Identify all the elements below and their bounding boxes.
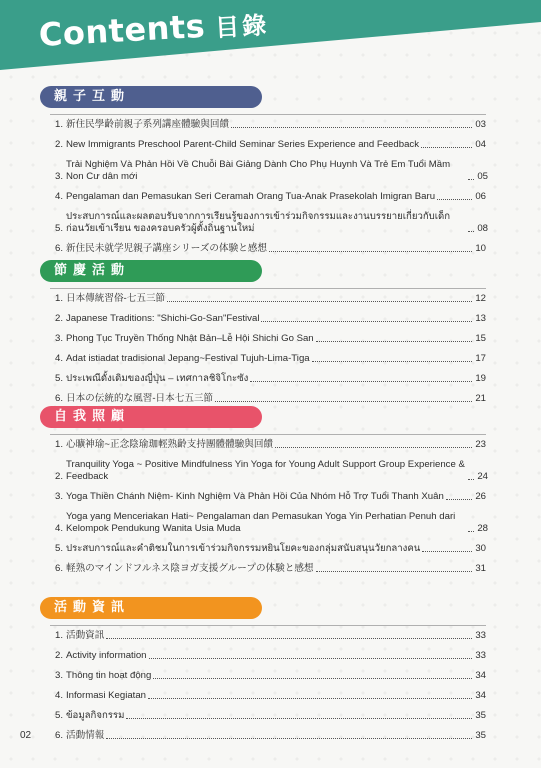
toc-entry[interactable] [40,670,486,682]
entry-page: 04 [475,139,486,150]
entry-page: 31 [475,563,486,574]
entry-page: 06 [475,191,486,202]
entry-number: 6. [55,393,64,404]
entry-page: 15 [475,333,486,344]
dot-leader [106,638,472,639]
entry-page: 17 [475,353,486,364]
entry-title: ประสบการณ์และผลตอบรับจากการเรียนรู้ของการเข้าร่วมกิจกรรมและงานบรรยายเกี่ยวกับเด็กก่อนวัยเข้าเรียน ของครอบครัวผู้ตั้งถิ่นฐานใหม่ [66,211,451,234]
dot-leader [275,447,472,448]
section-heading: 節慶活動 [40,260,262,282]
entry-title: Adat istiadat tradisional Jepang~Festival Tujuh-Lima-Tiga [66,353,310,364]
entry-title: Thông tin hoạt động [66,670,152,681]
entry-page: 34 [475,670,486,681]
toc-entry[interactable] [40,159,486,183]
dot-leader [468,231,474,232]
toc-entry[interactable] [40,459,486,483]
toc-entry[interactable] [40,139,486,151]
entry-page: 10 [475,243,486,254]
toc-entry[interactable] [40,690,486,702]
entry-title: 活動資訊 [66,630,105,641]
entry-page: 12 [475,293,486,304]
dot-leader [468,179,474,180]
dot-leader [106,738,472,739]
dot-leader [422,551,472,552]
entry-title: Informasi Kegiatan [66,690,146,701]
entry-page: 21 [475,393,486,404]
entry-page: 23 [475,439,486,450]
entry-page: 28 [477,523,488,534]
entry-number: 2. [55,650,64,661]
toc-entry[interactable] [40,243,486,255]
toc-entry[interactable] [40,293,486,305]
entry-number: 1. [55,293,64,304]
entry-title: ประเพณีดั้งเดิมของญี่ปุ่น – เทศกาลชิจิโกะซัง [66,373,249,384]
toc-entry[interactable] [40,119,486,131]
dot-leader [153,678,472,679]
toc-entry[interactable] [40,439,486,451]
dot-leader [231,127,472,128]
entry-number: 4. [55,191,64,202]
entry-number: 2. [55,471,64,482]
entry-title: 新住民學齡前親子系列講座體驗與回饋 [66,119,230,130]
section-activity [40,597,486,750]
toc-entry[interactable] [40,563,486,575]
page-title-en: Contents [37,6,207,54]
entry-page: 03 [475,119,486,130]
entry-number: 3. [55,670,64,681]
entry-title: 活動情報 [66,730,105,741]
dot-leader [312,361,472,362]
entry-page: 26 [475,491,486,502]
entry-number: 5. [55,373,64,384]
dot-leader [167,301,472,302]
entry-number: 2. [55,139,64,150]
entry-number: 5. [55,710,64,721]
toc-entry[interactable] [40,353,486,365]
entry-number: 4. [55,353,64,364]
dot-leader [261,321,472,322]
entry-title: Pengalaman dan Pemasukan Seri Ceramah Orang Tua-Anak Prasekolah Imigran Baru [66,191,436,202]
entry-page: 35 [475,710,486,721]
entry-number: 6. [55,730,64,741]
section-parent-child [40,86,486,263]
entry-page: 05 [477,171,488,182]
toc-entry[interactable] [40,650,486,662]
section-divider [50,114,486,115]
toc-entry[interactable] [40,630,486,642]
entry-number: 3. [55,171,64,182]
dot-leader [149,658,472,659]
entry-title: 日本傳統習俗-七五三節 [66,293,166,304]
entry-number: 5. [55,223,64,234]
section-self-care [40,406,486,583]
entry-title: ข้อมูลกิจกรรม [66,710,125,721]
dot-leader [250,381,472,382]
section-festival [40,260,486,413]
page-title-zh: 目錄 [214,11,270,43]
entry-title: 心曠神瑜~正念陰瑜珈輕熟齡支持團體體驗與回饋 [66,439,274,450]
dot-leader [437,199,472,200]
dot-leader [468,479,474,480]
entry-page: 33 [475,630,486,641]
toc-entry[interactable] [40,313,486,325]
entry-number: 1. [55,119,64,130]
entry-title: 軽熟のマインドフルネス陰ヨガ支援グループの体験と感想 [66,563,314,574]
entry-number: 4. [55,523,64,534]
entry-number: 6. [55,243,64,254]
entry-number: 1. [55,630,64,641]
entry-page: 34 [475,690,486,701]
entry-title: Activity information [66,650,147,661]
dot-leader [421,147,472,148]
entry-title: Japanese Traditions: "Shichi-Go-San"Festival [66,313,260,324]
toc-entry[interactable] [40,710,486,722]
entry-title: Tranquility Yoga ~ Positive Mindfulness Yin Yoga for Young Adult Support Group Experience & Feedback [66,459,465,482]
section-divider [50,625,486,626]
entry-page: 30 [475,543,486,554]
page-number: 02 [20,730,32,741]
entry-page: 33 [475,650,486,661]
entry-title: Phong Tục Truyền Thống Nhật Bản–Lễ Hội Shichi Go San [66,333,314,344]
entry-title: Trải Nghiệm Và Phản Hồi Về Chuỗi Bài Giảng Dành Cho Phụ Huynh Và Trẻ Em Tuổi Mầm Non Cư dân mới [66,159,451,182]
entry-title: 日本の伝統的な風習-日本七五三節 [66,393,214,404]
entry-title: Yoga Thiền Chánh Niệm- Kinh Nghiệm Và Phản Hồi Của Nhóm Hỗ Trợ Tuổi Thanh Xuân [66,491,444,502]
dot-leader [126,718,472,719]
entry-number: 2. [55,313,64,324]
toc-entry[interactable] [40,393,486,405]
entry-page: 24 [477,471,488,482]
section-heading: 自我照顧 [40,406,262,428]
dot-leader [316,571,472,572]
dot-leader [468,531,474,532]
entry-title: Yoga yang Menceriakan Hati~ Pengalaman dan Pemasukan Yoga Yin Perhatian Penuh dari Kelompok Pendukung Wanita Usia Muda [66,511,456,534]
entry-number: 4. [55,690,64,701]
section-heading: 親子互動 [40,86,262,108]
entry-title: 新住民未就学児親子講座シリーズの体験と感想 [66,243,267,254]
entry-title: ประสบการณ์และคำติชมในการเข้าร่วมกิจกรรมหยินโยคะของกลุ่มสนับสนุนวัยกลางคน [66,543,421,554]
entry-page: 13 [475,313,486,324]
dot-leader [269,251,472,252]
toc-entry[interactable] [40,191,486,203]
toc-entry[interactable] [40,373,486,385]
toc-entry[interactable] [40,543,486,555]
toc-entry[interactable] [40,511,486,535]
toc-entry[interactable] [40,730,486,742]
dot-leader [316,341,472,342]
entry-number: 3. [55,333,64,344]
entry-page: 19 [475,373,486,384]
dot-leader [215,401,472,402]
entry-number: 6. [55,563,64,574]
section-divider [50,434,486,435]
entry-number: 5. [55,543,64,554]
dot-leader [148,698,472,699]
toc-entry[interactable] [40,211,486,235]
section-heading: 活動資訊 [40,597,262,619]
toc-entry[interactable] [40,491,486,503]
dot-leader [446,499,472,500]
entry-page: 35 [475,730,486,741]
entry-title: New Immigrants Preschool Parent-Child Seminar Series Experience and Feedback [66,139,419,150]
entry-page: 08 [477,223,488,234]
section-divider [50,288,486,289]
entry-number: 3. [55,491,64,502]
toc-entry[interactable] [40,333,486,345]
entry-number: 1. [55,439,64,450]
